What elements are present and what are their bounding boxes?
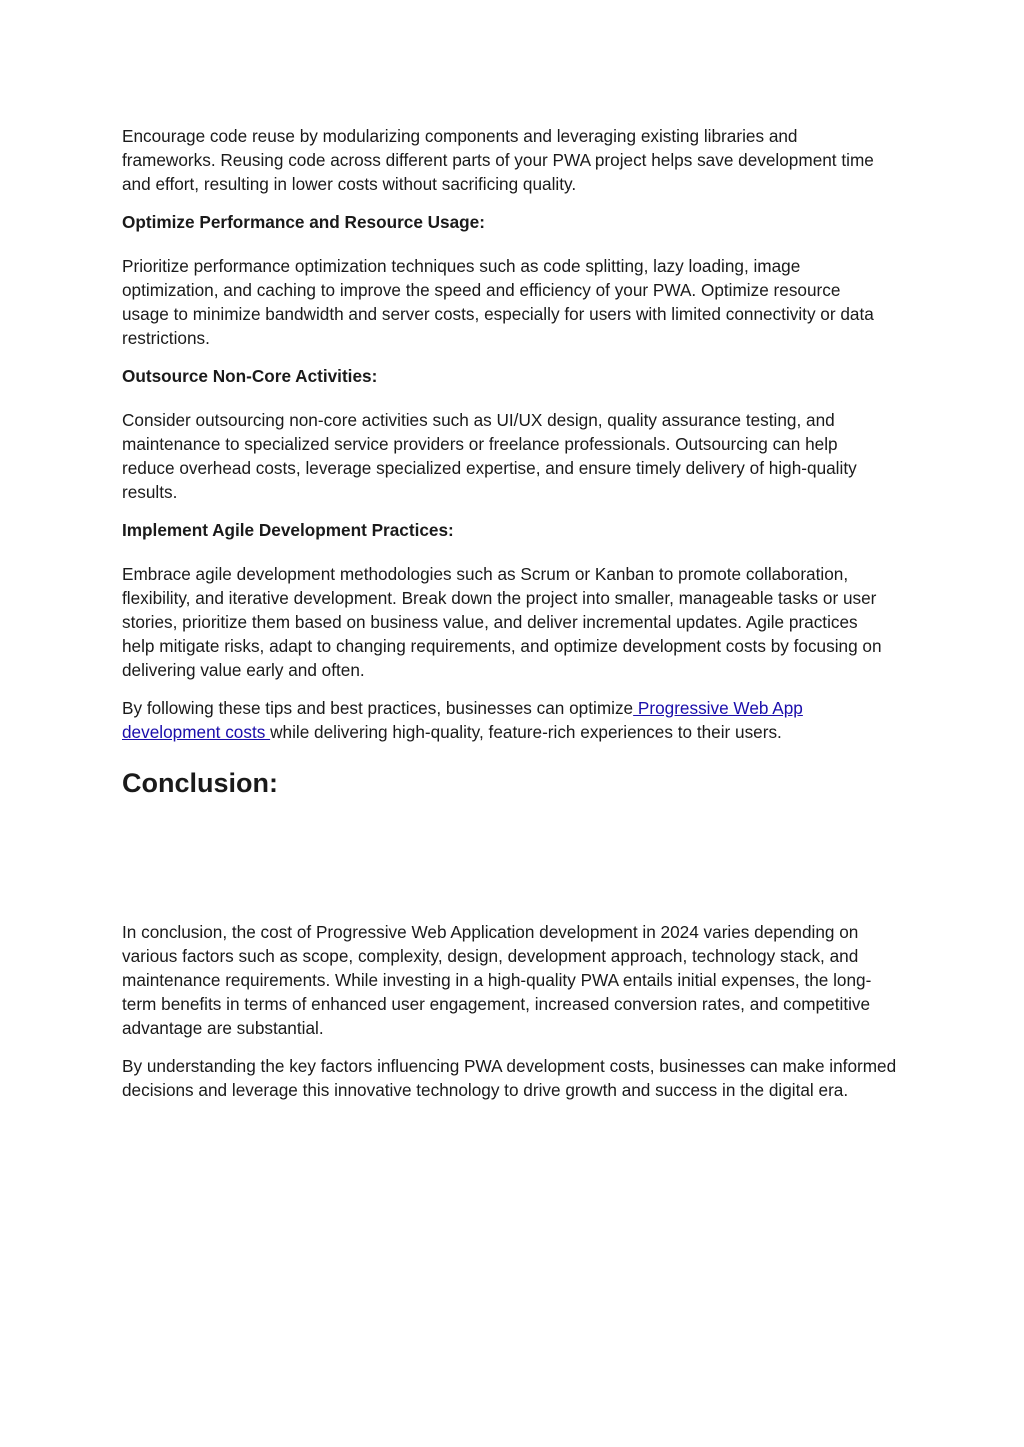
paragraph-conclusion-1: In conclusion, the cost of Progressive Web Application development in 2024 varies depending on various factors such as scope, complexity, design, development approach, technology stack, and maintenance requirements. While investing in a high-quality PWA entails initial expenses, the long-term benefits in terms of enhanced user engagement, increased conversion rates, and competitive advantage are substantial.	[122, 922, 872, 1038]
paragraph-optimize-performance: Prioritize performance optimization techniques such as code splitting, lazy loading, image optimization, and caching to improve the speed and efficiency of your PWA. Optimize resource usage to minimize bandwidth and server costs, especially for users with limited connectivity or data restrictions.	[122, 256, 874, 348]
document-page	[122, 124, 912, 1116]
paragraph-agile: Embrace agile development methodologies such as Scrum or Kanban to promote collaboration, flexibility, and iterative development. Break down the project into smaller, manageable tasks or user stories, prioritize them based on business value, and deliver incremental updates. Agile practices help mitigate risks, adapt to changing requirements, and optimize development costs by focusing on delivering value early and often.	[122, 564, 882, 680]
subheading-optimize-performance: Optimize Performance and Resource Usage:	[122, 212, 485, 232]
paragraph-code-reuse: Encourage code reuse by modularizing components and leveraging existing libraries and frameworks. Reusing code across different parts of your PWA project helps save development time and effort, resulting in lower costs without sacrificing quality.	[122, 126, 874, 194]
paragraph-conclusion-2: By understanding the key factors influencing PWA development costs, businesses can make informed decisions and leverage this innovative technology to drive growth and success in the digital era.	[122, 1056, 897, 1100]
blank-space	[122, 800, 912, 920]
subheading-outsource: Outsource Non-Core Activities:	[122, 366, 378, 386]
paragraph-following-tips	[122, 696, 892, 744]
following-tips-text-end: while delivering high-quality, feature-rich experiences to their users.	[270, 722, 782, 742]
following-tips-text-start: By following these tips and best practices, businesses can optimize	[122, 698, 634, 718]
subheading-agile: Implement Agile Development Practices:	[122, 520, 454, 540]
pwa-development-costs-link[interactable]: Progressive Web App development costs	[122, 698, 803, 742]
conclusion-heading: Conclusion:	[122, 768, 278, 798]
paragraph-outsource: Consider outsourcing non-core activities such as UI/UX design, quality assurance testing, and maintenance to specialized service providers or freelance professionals. Outsourcing can help reduce overhead costs, leverage specialized expertise, and ensure timely delivery of high-quality results.	[122, 410, 857, 502]
